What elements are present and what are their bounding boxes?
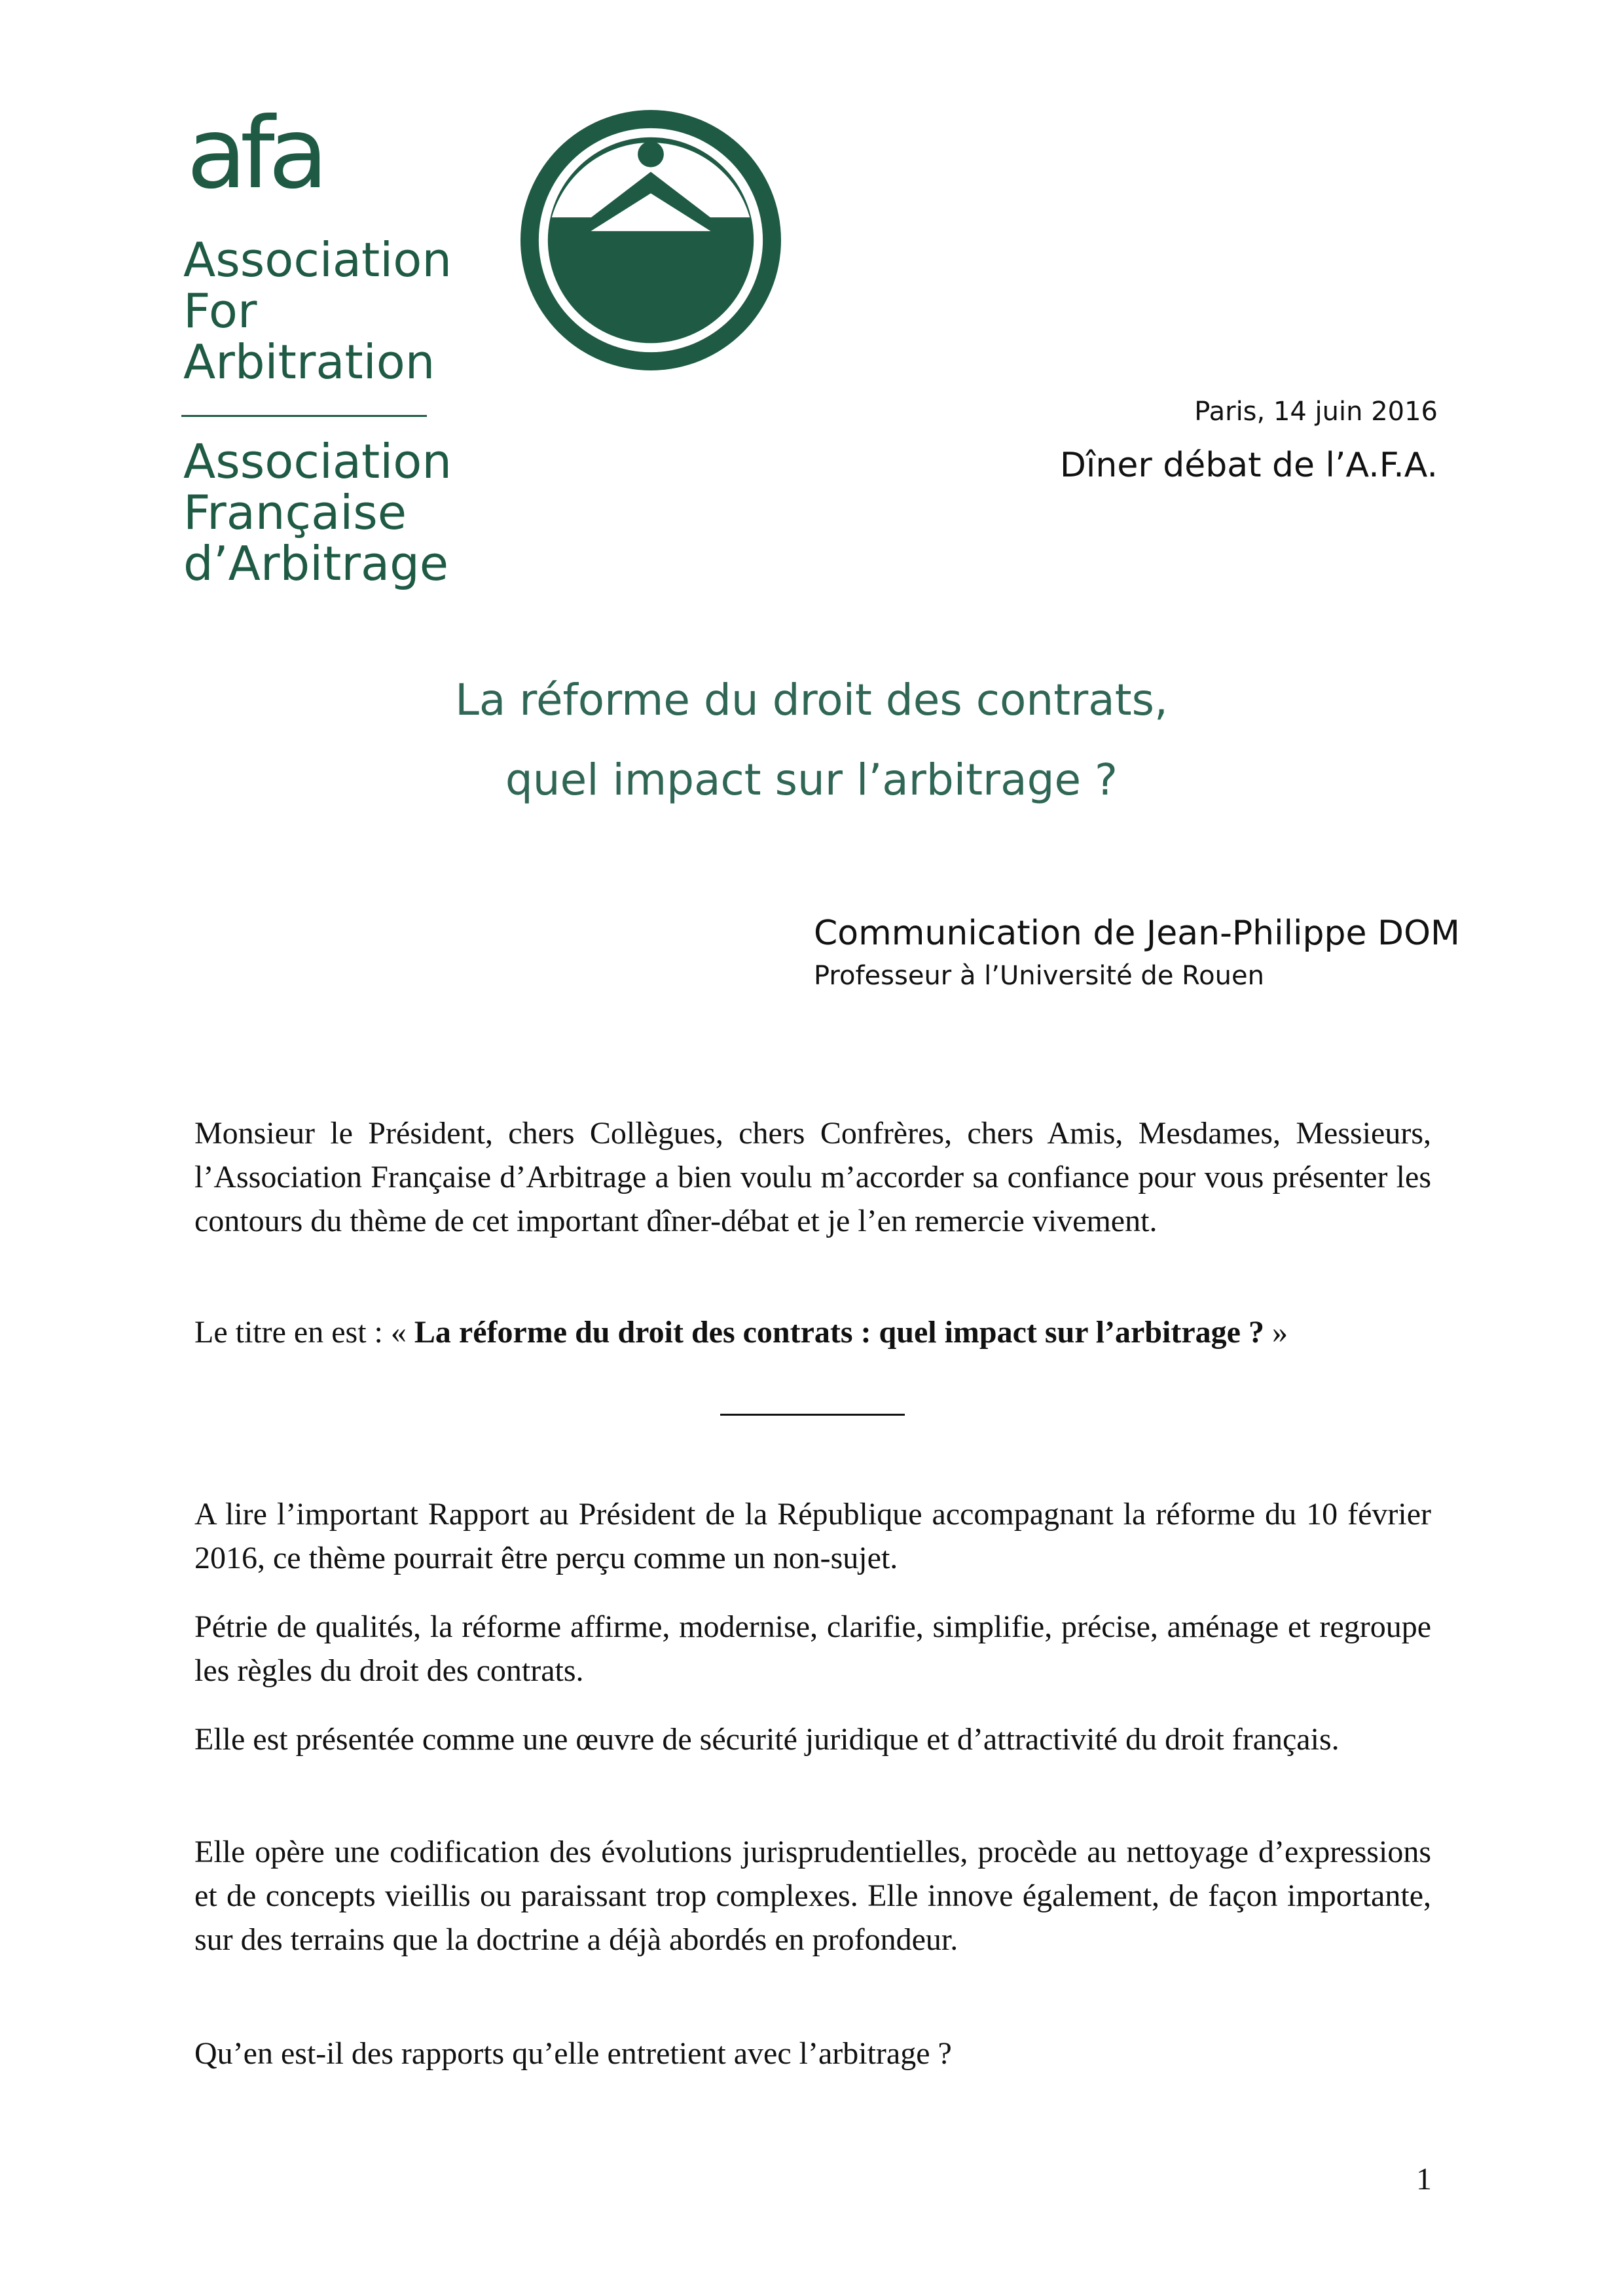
title-statement-bold: La réforme du droit des contrats : quel impact sur l’arbitrage ? xyxy=(414,1315,1264,1350)
paragraph-salutation: Monsieur le Président, chers Collègues, chers Confrères, chers Amis, Mesdames, Messieurs, l’Association Française d’Arbitrage a bien voulu m’accorder sa confiance pour vous présenter les contours du thème de cet important dîner-débat et je l’en remercie vivement. xyxy=(194,1116,1431,1238)
paragraph-title-statement xyxy=(194,1310,1431,1354)
org-name-en-line: Arbitration xyxy=(183,334,435,389)
section-separator xyxy=(720,1414,905,1416)
paragraph-body: Pétrie de qualités, la réforme affirme, modernise, clarifie, simplifie, précise, aménage et regroupe les règles du droit des contrats. xyxy=(194,1609,1431,1688)
org-name-french xyxy=(183,436,452,589)
org-name-fr-line: Association xyxy=(183,434,452,489)
org-name-english xyxy=(183,234,452,387)
place-date: Paris, 14 juin 2016 xyxy=(1194,397,1438,427)
afa-emblem-icon xyxy=(520,110,781,370)
author-name: Communication de Jean-Philippe DOM xyxy=(814,914,1460,953)
paragraph-body: Elle est présentée comme une œuvre de sécurité juridique et d’attractivité du droit français. xyxy=(194,1722,1340,1757)
org-name-fr-line: d’Arbitrage xyxy=(183,536,449,591)
paragraph-body: A lire l’important Rapport au Président de la République accompagnant la réforme du 10 février 2016, ce thème pourrait être perçu comme un non-sujet. xyxy=(194,1497,1431,1575)
org-name-en-line: Association xyxy=(183,232,452,287)
logo-divider xyxy=(181,415,427,417)
document-title-line-1: La réforme du droit des contrats, xyxy=(455,675,1168,725)
document-title-line-2: quel impact sur l’arbitrage ? xyxy=(505,755,1118,805)
afa-wordmark-logo: afa xyxy=(187,97,322,211)
title-statement-suffix: » xyxy=(1264,1315,1288,1350)
page-number: 1 xyxy=(1416,2162,1432,2197)
emblem-head-dot xyxy=(638,141,664,168)
org-name-en-line: For xyxy=(183,283,257,338)
author-affiliation: Professeur à l’Université de Rouen xyxy=(814,961,1264,991)
paragraph-body: Elle opère une codification des évolutions jurisprudentielles, procède au nettoyage d’expressions et de concepts vieillis ou paraissant trop complexes. Elle innove également, de façon importante, sur des terrains que la doctrine a déjà abordés en profondeur. xyxy=(194,1835,1431,1957)
event-title: Dîner débat de l’A.F.A. xyxy=(1059,446,1438,485)
paragraph-question: Qu’en est-il des rapports qu’elle entretient avec l’arbitrage ? xyxy=(194,2036,952,2071)
org-name-fr-line: Française xyxy=(183,485,407,540)
title-statement-prefix: Le titre en est : « xyxy=(194,1315,414,1350)
